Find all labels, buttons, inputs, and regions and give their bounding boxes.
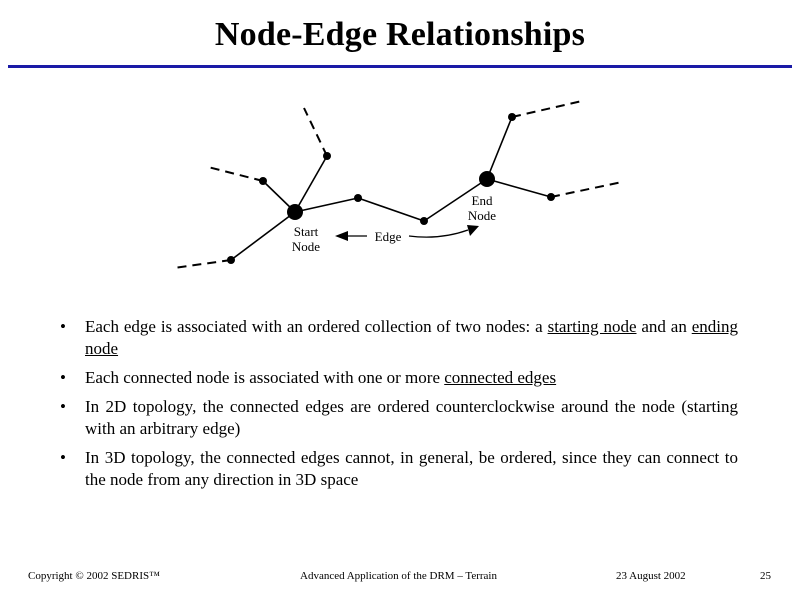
- dashed-edge: [208, 167, 263, 181]
- bullet-item: • In 2D topology, the connected edges are ordered counterclockwise around the node (starting with an arbitrary edge): [58, 396, 738, 440]
- arrow-left-icon: [335, 231, 367, 241]
- vertex: [354, 194, 362, 202]
- ending-node-term: ending node: [85, 317, 738, 358]
- footer-copyright: Copyright © 2002 SEDRIS™: [28, 570, 160, 582]
- start-node-label: Start: [293, 224, 319, 239]
- main-edge-segment: [295, 198, 358, 212]
- end-node: [479, 171, 495, 187]
- edge-line: [487, 117, 512, 179]
- bullet-list: [58, 316, 738, 498]
- dashed-edge: [512, 101, 582, 117]
- starting-node-term: starting node: [547, 317, 637, 336]
- footer-course: Advanced Application of the DRM – Terrain: [300, 570, 497, 582]
- page-number: 25: [760, 570, 771, 582]
- bullet-item: • Each edge is associated with an ordered collection of two nodes: a starting node and an ending node: [58, 316, 738, 360]
- dashed-edge: [551, 182, 622, 197]
- edge-line: [295, 156, 327, 212]
- edge-line: [231, 212, 295, 260]
- vertex: [547, 193, 555, 201]
- footer-date: 23 August 2002: [616, 570, 686, 582]
- main-edge-segment: [358, 198, 424, 221]
- edge-line: [487, 179, 551, 197]
- edge-label: Edge: [374, 229, 402, 244]
- arrow-curved-right-icon: [409, 225, 479, 237]
- end-node-label: Node: [467, 208, 497, 223]
- bullet-item: • Each connected node is associated with one or more connected edges: [58, 367, 738, 389]
- start-node-label: Node: [291, 239, 321, 254]
- dashed-edge: [174, 260, 231, 268]
- start-node: [287, 204, 303, 220]
- vertex: [323, 152, 331, 160]
- vertex: [227, 256, 235, 264]
- end-node-label: End: [471, 193, 493, 208]
- vertex: [420, 217, 428, 225]
- bullet-item: • In 3D topology, the connected edges cannot, in general, be ordered, since they can connect to the node from any direction in 3D space: [58, 447, 738, 491]
- slide-title: Node-Edge Relationships: [214, 16, 586, 53]
- dashed-edge: [304, 108, 327, 156]
- vertex: [508, 113, 516, 121]
- vertex: [259, 177, 267, 185]
- connected-edges-term: connected edges: [444, 368, 557, 387]
